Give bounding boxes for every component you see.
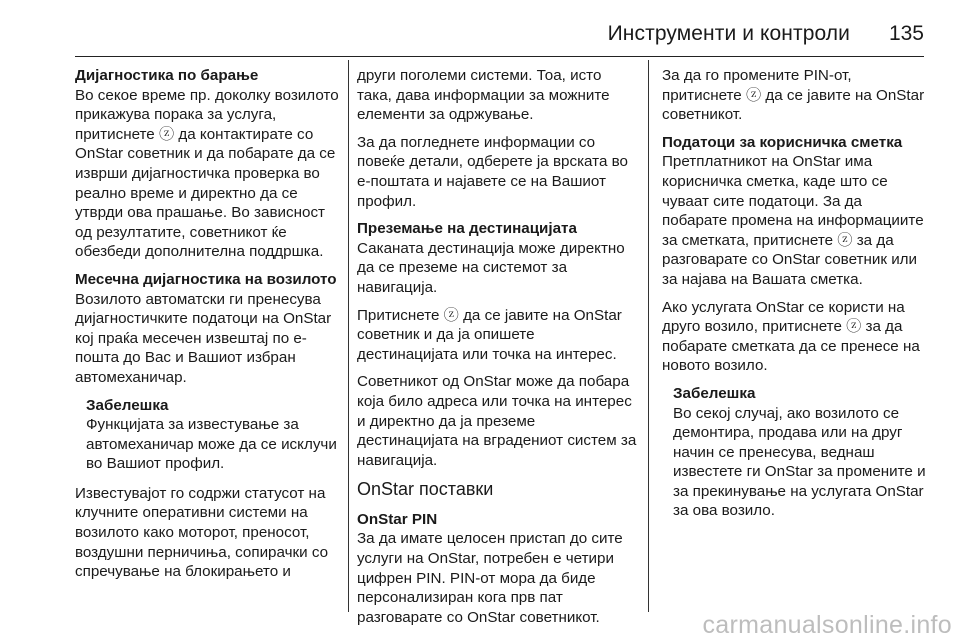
paragraph: Притиснете ⓩ да се јавите на OnStar советник и да ја опишете дестинацијата или точка на интерес. (357, 306, 622, 363)
paragraph: За да имате целосен пристап до сите услуги на OnStar, потребен е четири цифрен PIN. PIN-от мора да биде персонализиран кога прв пат разговарате со OnStar советникот. (357, 530, 623, 626)
page-number: 135 (888, 22, 924, 45)
paragraph: други поголеми системи. Тоа, исто така, дава информации за можните елементи за одржување. (357, 67, 610, 124)
paragraph: Саканата дестинација може директно да се преземе на системот за навигација. (357, 239, 625, 296)
section-heading: Месечна дијагностика на возилото (75, 270, 337, 288)
section-heading: OnStar PIN (357, 510, 438, 528)
paragraph: Известувајот го содржи статусот на клучните оперативни системи на возилото како моторот, преносот, воздушни перничиња, сопирачки со спречување на блокирањето и (75, 484, 329, 581)
note-text: Функцијата за известување за автомеханичар може да се исклучи во Вашиот профил. (86, 416, 337, 473)
note-text: Во секој случај, ако возилото се демонтира, продава или на друг начин се пренесува, веднаш известете ги OnStar за промените и за прекинување на услугата OnStar за ова возило. (673, 404, 926, 520)
paragraph: Претплатникот на OnStar има корисничка сметка, каде што се чуваат сите податоци. За да побарате промена на информациите за сметката, притиснете ⓩ за да разговарате со OnStar советник или за најава на Вашата сметка. (662, 153, 924, 288)
note-box (86, 396, 341, 474)
column-divider-2 (648, 60, 649, 612)
paragraph: За да погледнете информации со повеќе детали, одберете ја врската во е-поштата и најавете се на Вашиот профил. (357, 133, 628, 210)
column-1 (75, 66, 341, 590)
paragraph: Возилото автоматски ги пренесува дијагностичките податоци на OnStar кој праќа месечен извештај по е-пошта до Вас и Вашиот избран автомеханичар. (75, 290, 332, 386)
note-title: Забелешка (86, 396, 169, 414)
column-2 (357, 66, 637, 635)
chapter-title: Инструменти и контроли (607, 22, 850, 45)
header-rule (75, 56, 924, 57)
column-3 (662, 66, 930, 531)
watermark: carmanualsonline.info (702, 611, 952, 639)
paragraph: За да го промените PIN-от, притиснете ⓩ да се јавите на OnStar советникот. (662, 67, 925, 124)
note-title: Забелешка (673, 384, 756, 402)
section-heading: Преземање на дестинацијата (357, 220, 577, 238)
section-heading: Податоци за корисничка сметка (662, 133, 903, 151)
section-heading: Дијагностика по барање (75, 67, 259, 84)
chapter-subheading: OnStar поставки (357, 479, 494, 500)
paragraph: Ако услугата OnStar се користи на друго возило, притиснете ⓩ за да побарате сметката да се пренесе на новото возило. (662, 298, 920, 375)
note-box (673, 384, 930, 521)
column-divider-1 (348, 60, 349, 612)
paragraph: Во секое време пр. доколку возилото прикажува порака за услуга, притиснете ⓩ да контактирате со OnStar советник и да побарате да се изврши дијагностичка проверка во реално време и директно да се утврди ова прашање. Во зависност од резултатите, советникот ќе обезбеди дополнителна поддршка. (75, 86, 339, 261)
page-header (0, 0, 960, 56)
paragraph: Советникот од OnStar може да побара која било адреса или точка на интерес и директно да ја преземе дестинацијата на вградениот систем за навигација. (357, 373, 637, 469)
